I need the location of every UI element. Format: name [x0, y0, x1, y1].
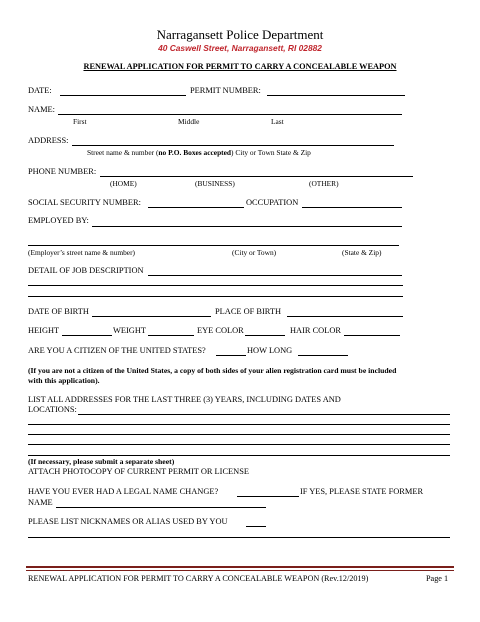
employed-by-field[interactable]	[92, 226, 402, 227]
eye-color-label: EYE COLOR	[197, 326, 244, 335]
footer-rule-thin	[26, 570, 454, 571]
footer-rule-thick	[26, 566, 454, 568]
employer-city-label: (City or Town)	[232, 248, 277, 257]
how-long-field[interactable]	[298, 355, 348, 356]
employer-street-label: (Employer’s street name & number)	[28, 248, 135, 257]
form-title: RENEWAL APPLICATION FOR PERMIT TO CARRY A CONCEALABLE WEAPON	[83, 62, 397, 71]
how-long-label: HOW LONG	[247, 346, 293, 355]
attach-photocopy-label: ATTACH PHOTOCOPY OF CURRENT PERMIT OR LICENSE	[28, 467, 249, 476]
employed-by-label: EMPLOYED BY:	[28, 216, 89, 225]
addresses-line-3[interactable]	[28, 434, 450, 435]
date-of-birth-label: DATE OF BIRTH	[28, 307, 89, 316]
phone-business-label: (BUSINESS)	[195, 179, 235, 188]
address-label: ADDRESS:	[28, 136, 69, 145]
department-name: Narragansett Police Department	[156, 27, 324, 42]
employer-address-field[interactable]	[28, 245, 399, 246]
employer-state-label: (State & Zip)	[342, 248, 382, 257]
name-last-label: Last	[271, 117, 284, 126]
alien-note-line-1: (If you are not a citizen of the United States, a copy of both sides of your alien registration card must be included	[28, 366, 397, 375]
addresses-line-5[interactable]	[28, 455, 450, 456]
addresses-label-line-2: LOCATIONS:	[28, 405, 77, 414]
address-field[interactable]	[72, 145, 394, 146]
hair-color-field[interactable]	[344, 335, 400, 336]
occupation-field[interactable]	[302, 207, 402, 208]
department-address: 40 Caswell Street, Narragansett, RI 02882	[158, 43, 322, 53]
job-description-label: DETAIL OF JOB DESCRIPTION	[28, 266, 144, 275]
former-name-field[interactable]	[56, 507, 266, 508]
addresses-line-1[interactable]	[78, 414, 450, 415]
citizen-question-label: ARE YOU A CITIZEN OF THE UNITED STATES?	[28, 346, 206, 355]
name-first-label: First	[73, 117, 87, 126]
name-change-question: HAVE YOU EVER HAD A LEGAL NAME CHANGE?	[28, 487, 219, 496]
alien-note-line-2: with this application).	[28, 376, 100, 385]
hair-color-label: HAIR COLOR	[290, 326, 341, 335]
address-hint: Street name & number (no P.O. Boxes accepted) City or Town State & Zip	[87, 148, 311, 157]
date-label: DATE:	[28, 86, 52, 95]
place-of-birth-label: PLACE OF BIRTH	[215, 307, 282, 316]
job-description-line-1[interactable]	[148, 275, 402, 276]
name-field[interactable]	[58, 114, 402, 115]
ssn-field[interactable]	[148, 207, 244, 208]
permit-number-field[interactable]	[267, 95, 405, 96]
height-field[interactable]	[62, 335, 112, 336]
occupation-label: OCCUPATION	[246, 198, 299, 207]
eye-color-field[interactable]	[245, 335, 285, 336]
place-of-birth-field[interactable]	[287, 316, 403, 317]
page-number: Page 1	[426, 574, 449, 583]
addresses-line-4[interactable]	[28, 444, 450, 445]
ssn-label: SOCIAL SECURITY NUMBER:	[28, 198, 141, 207]
date-of-birth-field[interactable]	[92, 316, 211, 317]
permit-number-label: PERMIT NUMBER:	[190, 86, 261, 95]
height-label: HEIGHT	[28, 326, 60, 335]
addresses-label-line-1: LIST ALL ADDRESSES FOR THE LAST THREE (3) YEARS, INCLUDING DATES AND	[28, 395, 341, 404]
former-name-label: IF YES, PLEASE STATE FORMER	[300, 487, 424, 496]
job-description-line-2[interactable]	[28, 285, 403, 286]
nicknames-label: PLEASE LIST NICKNAMES OR ALIAS USED BY YOU	[28, 517, 228, 526]
addresses-line-2[interactable]	[28, 424, 450, 425]
nicknames-line-2[interactable]	[28, 537, 450, 538]
phone-number-field[interactable]	[100, 176, 413, 177]
name-change-answer-field[interactable]	[237, 496, 299, 497]
phone-other-label: (OTHER)	[309, 179, 339, 188]
phone-home-label: (HOME)	[110, 179, 137, 188]
footer-title: RENEWAL APPLICATION FOR PERMIT TO CARRY A CONCEALABLE WEAPON (Rev.12/2019)	[28, 574, 369, 583]
nicknames-line-1[interactable]	[246, 526, 266, 527]
weight-label: WEIGHT	[113, 326, 147, 335]
phone-number-label: PHONE NUMBER:	[28, 167, 97, 176]
date-field[interactable]	[60, 95, 186, 96]
weight-field[interactable]	[148, 335, 194, 336]
name-label: NAME:	[28, 105, 55, 114]
job-description-line-3[interactable]	[28, 296, 403, 297]
citizen-answer-field[interactable]	[216, 355, 246, 356]
name-word-label: NAME	[28, 498, 53, 507]
separate-sheet-note: (If necessary, please submit a separate sheet)	[28, 457, 175, 466]
name-middle-label: Middle	[178, 117, 200, 126]
